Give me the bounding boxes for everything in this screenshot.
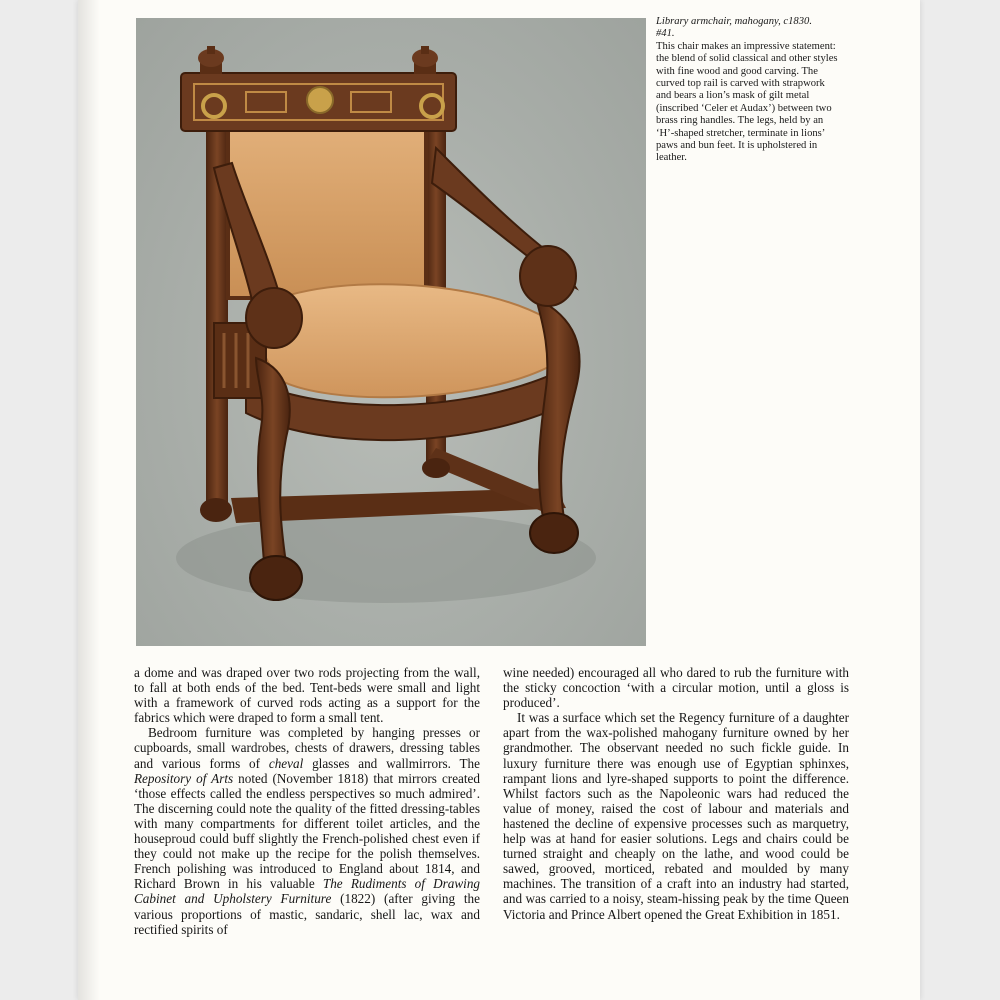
paw-foot-left bbox=[250, 556, 302, 600]
armchair-photo bbox=[136, 18, 646, 646]
bun-foot-back-left bbox=[200, 498, 232, 522]
paw-foot-right bbox=[530, 513, 578, 553]
caption-body: This chair makes an impressive statement: the blend of solid classical and other styles with fine wood and good carving. The curved top rail is carved with strapwork and bears a lion’s mask of gilt metal (inscribed ‘Celer et Audax’) between two brass ring handles. The legs, held by an ‘H’-shaped stretcher, terminate in lions’ paws and bun feet. It is upholstered in leather. bbox=[656, 40, 838, 164]
italic-title: The Rudiments of Drawing Cabinet and Upholstery Furniture bbox=[134, 876, 481, 907]
armchair-illustration bbox=[136, 18, 646, 646]
paragraph: It was a surface which set the Regency furniture of a daughter apart from the wax-polished mahogany furniture owned by her grandmother. The observant needed no such fickle guide. In luxury furniture there was enough use of Egyptian sphinxes, rampant lions and lyre-shaped supports to point the difference. Whilst factors such as the Napoleonic wars had reduced the value of money, raised the cost of labour and materials and hastened the decline of expensive processes such as marquetry, help was at hand for easier solutions. Legs and chairs could be turned straight and cheaply on the lathe, and wood could be sawed, grooved, morticed, rebated and moulded by many machines. The transition of a craft into an industry had started, and was carried to a noisy, steam-hissing peak by the time Queen Victoria and Prince Albert opened the Great Exhibition in 1851. bbox=[503, 710, 849, 922]
paragraph: wine needed) encouraged all who dared to rub the furniture with the sticky concoction ‘with a circular motion, until a gloss is produced’. bbox=[503, 665, 849, 711]
text-column-right bbox=[503, 665, 849, 922]
lion-mask-medallion bbox=[307, 87, 333, 113]
bun-foot-back-right bbox=[422, 458, 450, 478]
italic-title: Repository of Arts bbox=[134, 770, 234, 786]
caption-reference: #41. bbox=[656, 28, 675, 40]
photo-caption bbox=[656, 16, 841, 165]
italic-term: cheval bbox=[268, 755, 304, 771]
lion-head-left bbox=[246, 288, 302, 348]
gutter-shadow bbox=[78, 0, 100, 1000]
finial-right bbox=[412, 46, 438, 74]
text-column-left bbox=[134, 665, 480, 937]
lion-head-right bbox=[520, 246, 576, 306]
paragraph: a dome and was draped over two rods projecting from the wall, to fall at both ends of the bed. Tent-beds were small and light with a framework of curved rods acting as a support for the fabrics which were draped to form a small tent. bbox=[134, 665, 480, 726]
text-run: noted (November 1818) that mirrors created ‘those effects called the endless perspectives so much admired’. The discerning could note the quality of the fitted dressing-tables with many compartments for different toilet articles, and the houseproud could buff slightly the French-polished chest even if they could not make up the recipe for the polish themselves. French polishing was introduced to England about 1814, and Richard Brown in his valuable bbox=[134, 770, 481, 892]
text-run: (1822) (after giving the various proportions of mastic, sandaric, shell lac, wax and rectified spirits of bbox=[134, 891, 480, 937]
caption-title: Library armchair, mahogany, c1830. bbox=[656, 16, 812, 27]
finial-left bbox=[198, 46, 224, 74]
paragraph bbox=[134, 725, 480, 936]
text-run: glasses and wallmirrors. The bbox=[303, 755, 480, 771]
text-run: Bedroom furniture was completed by hanging presses or cupboards, small wardrobes, chests of drawers, dressing tables and various forms of bbox=[134, 725, 480, 771]
